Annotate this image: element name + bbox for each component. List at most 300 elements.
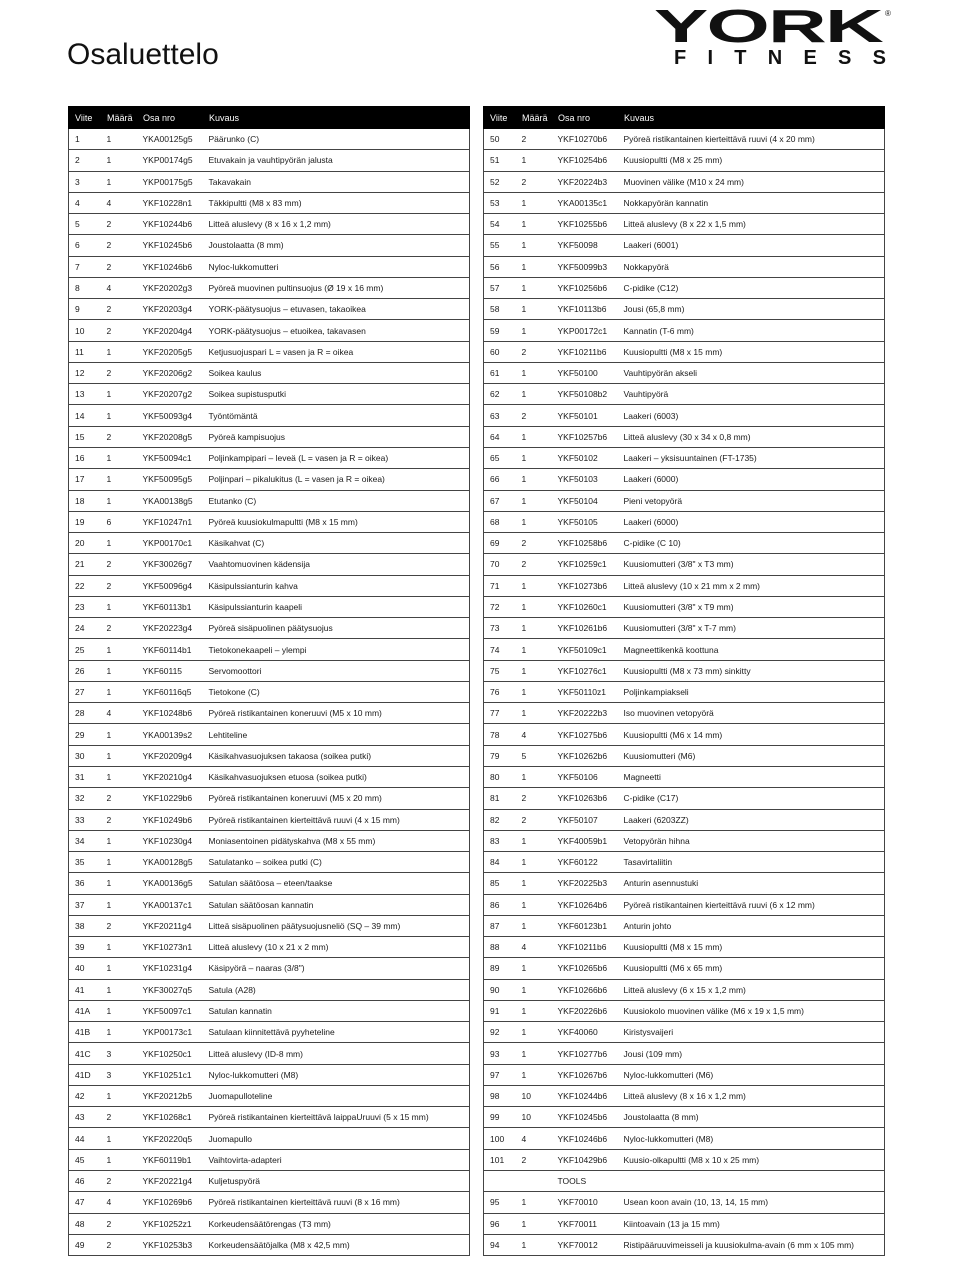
header-ref: Viite (484, 107, 516, 129)
cell-qty: 1 (516, 873, 552, 894)
cell-part-number: YKF60114b1 (137, 639, 203, 660)
cell-description: Litteä aluslevy (8 x 16 x 1,2 mm) (203, 214, 470, 235)
cell-part-number: YKF20208g5 (137, 426, 203, 447)
cell-part-number: YKF50102 (552, 447, 618, 468)
cell-ref: 34 (69, 830, 101, 851)
cell-part-number: YKF10266b6 (552, 979, 618, 1000)
cell-description: Usean koon avain (10, 13, 14, 15 mm) (618, 1192, 885, 1213)
cell-description: Pyöreä ristikantainen koneruuvi (M5 x 10 mm) (203, 703, 470, 724)
cell-part-number: YKF10276c1 (552, 660, 618, 681)
cell-qty: 1 (101, 937, 137, 958)
cell-ref: 19 (69, 511, 101, 532)
cell-part-number: YKF10261b6 (552, 618, 618, 639)
cell-qty: 1 (101, 724, 137, 745)
cell-part-number: YKF10257b6 (552, 426, 618, 447)
cell-description: Vetopyörän hihna (618, 830, 885, 851)
cell-part-number: YKP00172c1 (552, 320, 618, 341)
cell-ref: 74 (484, 639, 516, 660)
header-part-number: Osa nro (137, 107, 203, 129)
cell-qty: 1 (516, 1213, 552, 1234)
parts-table-left-body (69, 129, 470, 1256)
header-row (69, 107, 470, 129)
table-row (484, 1192, 885, 1213)
cell-part-number: YKF10244b6 (552, 1085, 618, 1106)
cell-qty: 1 (516, 490, 552, 511)
table-row (484, 703, 885, 724)
table-row (69, 1149, 470, 1170)
cell-qty: 1 (516, 235, 552, 256)
cell-ref: 44 (69, 1128, 101, 1149)
cell-ref: 8 (69, 277, 101, 298)
cell-part-number: YKF10229b6 (137, 788, 203, 809)
cell-part-number: YKF20204g4 (137, 320, 203, 341)
cell-ref: 6 (69, 235, 101, 256)
cell-ref: 57 (484, 277, 516, 298)
table-row (69, 830, 470, 851)
cell-part-number: YKF50096g4 (137, 575, 203, 596)
cell-part-number: YKA00128g5 (137, 852, 203, 873)
cell-part-number: YKF10231g4 (137, 958, 203, 979)
cell-part-number: YKF10250c1 (137, 1043, 203, 1064)
cell-description: Magneetti (618, 766, 885, 787)
cell-part-number: YKF60122 (552, 852, 618, 873)
cell-description: Nokkapyörän kannatin (618, 192, 885, 213)
table-row (484, 1043, 885, 1064)
cell-part-number: YKF10269b6 (137, 1192, 203, 1213)
cell-description: YORK-päätysuojus – etuoikea, takavasen (203, 320, 470, 341)
cell-description: Litteä aluslevy (10 x 21 mm x 2 mm) (618, 575, 885, 596)
cell-part-number: YKF10211b6 (552, 937, 618, 958)
cell-description: Vauhtipyörän akseli (618, 362, 885, 383)
cell-ref: 63 (484, 405, 516, 426)
cell-part-number: YKF20209g4 (137, 745, 203, 766)
cell-qty: 1 (516, 639, 552, 660)
cell-part-number: YKF10253b3 (137, 1234, 203, 1255)
table-row (69, 809, 470, 830)
cell-part-number: YKF10429b6 (552, 1149, 618, 1170)
cell-qty: 1 (101, 681, 137, 702)
cell-ref: 72 (484, 596, 516, 617)
cell-part-number: YKF60123b1 (552, 915, 618, 936)
cell-ref (484, 1171, 516, 1192)
table-row (484, 575, 885, 596)
table-row (484, 1085, 885, 1106)
table-row (484, 681, 885, 702)
cell-ref: 90 (484, 979, 516, 1000)
table-row (484, 554, 885, 575)
header-part-number: Osa nro (552, 107, 618, 129)
table-row (484, 724, 885, 745)
cell-qty: 1 (101, 1149, 137, 1170)
cell-part-number: YKF20223g4 (137, 618, 203, 639)
cell-qty: 1 (516, 618, 552, 639)
cell-qty: 1 (101, 469, 137, 490)
table-row (484, 745, 885, 766)
cell-description: Litteä aluslevy (30 x 34 x 0,8 mm) (618, 426, 885, 447)
cell-ref: 14 (69, 405, 101, 426)
parts-table-left (68, 106, 470, 1256)
cell-part-number: YKF10260c1 (552, 596, 618, 617)
cell-ref: 81 (484, 788, 516, 809)
cell-description: Pyöreä ristikantainen koneruuvi (M5 x 20 mm) (203, 788, 470, 809)
cell-qty: 2 (516, 1149, 552, 1170)
cell-qty: 1 (101, 171, 137, 192)
cell-qty: 1 (101, 129, 137, 150)
cell-ref: 76 (484, 681, 516, 702)
table-row (484, 1149, 885, 1170)
cell-description: Satulan kannatin (203, 1000, 470, 1021)
cell-ref: 59 (484, 320, 516, 341)
cell-ref: 39 (69, 937, 101, 958)
cell-qty: 1 (516, 277, 552, 298)
cell-description: Litteä aluslevy (8 x 22 x 1,5 mm) (618, 214, 885, 235)
cell-description: Ketjusuojuspari L = vasen ja R = oikea (203, 341, 470, 362)
cell-description: YORK-päätysuojus – etuvasen, takaoikea (203, 299, 470, 320)
cell-description: Kuusiopultti (M6 x 14 mm) (618, 724, 885, 745)
table-row (69, 405, 470, 426)
cell-ref: 85 (484, 873, 516, 894)
cell-ref: 37 (69, 894, 101, 915)
table-row (69, 256, 470, 277)
table-row (484, 979, 885, 1000)
cell-part-number: YKF50110z1 (552, 681, 618, 702)
cell-part-number: YKF20222b3 (552, 703, 618, 724)
cell-description: Muovinen välike (M10 x 24 mm) (618, 171, 885, 192)
cell-part-number: YKF50107 (552, 809, 618, 830)
cell-ref: 60 (484, 341, 516, 362)
cell-part-number: YKF20205g5 (137, 341, 203, 362)
cell-qty: 4 (101, 703, 137, 724)
cell-part-number: YKF60119b1 (137, 1149, 203, 1170)
cell-ref: 35 (69, 852, 101, 873)
table-row (69, 171, 470, 192)
cell-qty: 2 (101, 575, 137, 596)
cell-description: Nyloc-lukkomutteri (M8) (618, 1128, 885, 1149)
cell-qty: 1 (516, 299, 552, 320)
cell-part-number: YKF10228n1 (137, 192, 203, 213)
table-row (484, 320, 885, 341)
cell-qty: 1 (516, 320, 552, 341)
table-row (69, 1022, 470, 1043)
table-row (484, 1128, 885, 1149)
table-row (484, 256, 885, 277)
table-row (69, 384, 470, 405)
cell-part-number: YKF10270b6 (552, 129, 618, 150)
cell-ref: 47 (69, 1192, 101, 1213)
table-row (69, 1064, 470, 1085)
table-row (69, 533, 470, 554)
cell-ref: 53 (484, 192, 516, 213)
cell-ref: 65 (484, 447, 516, 468)
cell-ref: 41C (69, 1043, 101, 1064)
cell-ref: 62 (484, 384, 516, 405)
cell-description: Soikea supistusputki (203, 384, 470, 405)
cell-ref: 93 (484, 1043, 516, 1064)
cell-part-number: YKF10245b6 (137, 235, 203, 256)
cell-ref: 43 (69, 1107, 101, 1128)
cell-description: Nokkapyörä (618, 256, 885, 277)
cell-qty: 1 (101, 405, 137, 426)
table-row (69, 703, 470, 724)
cell-qty: 2 (101, 809, 137, 830)
cell-ref: 97 (484, 1064, 516, 1085)
cell-part-number: YKF70012 (552, 1234, 618, 1255)
cell-part-number: YKA00136g5 (137, 873, 203, 894)
table-row (69, 660, 470, 681)
cell-description: Käsipyörä – naaras (3/8") (203, 958, 470, 979)
cell-part-number: YKF20203g4 (137, 299, 203, 320)
logo-top-text: YORK (654, 4, 884, 52)
cell-part-number: YKF20220q5 (137, 1128, 203, 1149)
cell-description: Ristipääruuvimeisseli ja kuusiokulma-avain (6 mm x 105 mm) (618, 1234, 885, 1255)
cell-description: Laakeri – yksisuuntainen (FT-1735) (618, 447, 885, 468)
cell-ref: 101 (484, 1149, 516, 1170)
cell-ref: 58 (484, 299, 516, 320)
cell-part-number: YKF50108b2 (552, 384, 618, 405)
table-row (484, 788, 885, 809)
cell-part-number: YKF50109c1 (552, 639, 618, 660)
cell-ref: 41 (69, 979, 101, 1000)
table-row (69, 129, 470, 150)
cell-qty: 1 (516, 384, 552, 405)
parts-table-right-body (484, 129, 885, 1256)
cell-qty: 4 (516, 1128, 552, 1149)
cell-part-number: YKF20206g2 (137, 362, 203, 383)
cell-part-number: YKF60113b1 (137, 596, 203, 617)
table-row (484, 596, 885, 617)
cell-description: Joustolaatta (8 mm) (203, 235, 470, 256)
cell-part-number: YKF50104 (552, 490, 618, 511)
table-row (484, 958, 885, 979)
cell-ref: 50 (484, 129, 516, 150)
cell-qty: 2 (516, 788, 552, 809)
cell-ref: 61 (484, 362, 516, 383)
table-row (69, 639, 470, 660)
cell-description: Vaahtomuovinen kädensija (203, 554, 470, 575)
cell-description: Laakeri (6003) (618, 405, 885, 426)
cell-part-number: YKF10246b6 (552, 1128, 618, 1149)
cell-qty: 2 (516, 533, 552, 554)
cell-qty: 1 (516, 192, 552, 213)
cell-ref: 99 (484, 1107, 516, 1128)
cell-qty: 2 (516, 171, 552, 192)
cell-qty: 4 (516, 724, 552, 745)
cell-ref: 1 (69, 129, 101, 150)
cell-ref: 56 (484, 256, 516, 277)
cell-ref: 55 (484, 235, 516, 256)
cell-ref: 46 (69, 1171, 101, 1192)
cell-qty: 1 (516, 958, 552, 979)
table-row (484, 490, 885, 511)
cell-ref: 13 (69, 384, 101, 405)
cell-part-number: YKF50103 (552, 469, 618, 490)
table-row (69, 490, 470, 511)
table-row (484, 341, 885, 362)
cell-part-number: YKA00139s2 (137, 724, 203, 745)
cell-ref: 68 (484, 511, 516, 532)
cell-qty: 1 (101, 1128, 137, 1149)
cell-qty: 4 (516, 937, 552, 958)
cell-ref: 24 (69, 618, 101, 639)
cell-qty: 1 (516, 596, 552, 617)
cell-ref: 70 (484, 554, 516, 575)
table-row (69, 894, 470, 915)
cell-part-number: YKF40059b1 (552, 830, 618, 851)
cell-description: Tasavirtaliitin (618, 852, 885, 873)
cell-ref: 87 (484, 915, 516, 936)
table-row (484, 809, 885, 830)
cell-qty: 1 (101, 1085, 137, 1106)
table-row (484, 894, 885, 915)
cell-description: Etuvakain ja vauhtipyörän jalusta (203, 150, 470, 171)
cell-ref: 30 (69, 745, 101, 766)
table-row (69, 426, 470, 447)
cell-qty: 2 (101, 299, 137, 320)
cell-part-number: YKP00170c1 (137, 533, 203, 554)
cell-description: Lehtiteline (203, 724, 470, 745)
cell-ref: 54 (484, 214, 516, 235)
cell-part-number: YKF10244b6 (137, 214, 203, 235)
cell-ref: 40 (69, 958, 101, 979)
cell-ref: 82 (484, 809, 516, 830)
cell-part-number: YKF30026g7 (137, 554, 203, 575)
cell-ref: 25 (69, 639, 101, 660)
cell-ref: 94 (484, 1234, 516, 1255)
table-row (484, 299, 885, 320)
cell-description: Soikea kaulus (203, 362, 470, 383)
cell-part-number: YKP00174g5 (137, 150, 203, 171)
cell-ref: 15 (69, 426, 101, 447)
table-row (69, 214, 470, 235)
cell-qty: 2 (101, 1107, 137, 1128)
table-row (69, 341, 470, 362)
cell-part-number: YKF20211g4 (137, 915, 203, 936)
cell-description: C-pidike (C12) (618, 277, 885, 298)
table-row (484, 1171, 885, 1192)
cell-description: Iso muovinen vetopyörä (618, 703, 885, 724)
cell-part-number: YKF50101 (552, 405, 618, 426)
table-row (69, 511, 470, 532)
table-row (69, 596, 470, 617)
cell-part-number: YKF10273b6 (552, 575, 618, 596)
cell-part-number: YKP00175g5 (137, 171, 203, 192)
cell-description: Poljinpari – pikalukitus (L = vasen ja R = oikea) (203, 469, 470, 490)
cell-description: Pyöreä sisäpuolinen päätysuojus (203, 618, 470, 639)
parts-table-right (483, 106, 885, 1256)
cell-qty: 2 (101, 426, 137, 447)
table-row (69, 554, 470, 575)
cell-description: Nyloc-lukkomutteri (M6) (618, 1064, 885, 1085)
table-row (484, 1213, 885, 1234)
header-ref: Viite (69, 107, 101, 129)
cell-part-number: YKF50098 (552, 235, 618, 256)
cell-ref: 71 (484, 575, 516, 596)
cell-ref: 69 (484, 533, 516, 554)
cell-qty: 1 (101, 852, 137, 873)
cell-ref: 84 (484, 852, 516, 873)
table-row (484, 660, 885, 681)
cell-qty: 1 (101, 150, 137, 171)
table-row (69, 1213, 470, 1234)
cell-qty: 2 (101, 554, 137, 575)
table-row (69, 852, 470, 873)
cell-description: Kuusiomutteri (3/8" x T-7 mm) (618, 618, 885, 639)
cell-description: Pyöreä ristikantainen kierteittävä ruuvi (4 x 15 mm) (203, 809, 470, 830)
cell-ref: 28 (69, 703, 101, 724)
cell-qty: 1 (516, 447, 552, 468)
table-row (69, 873, 470, 894)
cell-ref: 17 (69, 469, 101, 490)
cell-description: Laakeri (6000) (618, 511, 885, 532)
table-row (69, 1085, 470, 1106)
table-row (484, 447, 885, 468)
cell-qty: 1 (101, 766, 137, 787)
cell-ref: 23 (69, 596, 101, 617)
cell-description: Kuusiokolo muovinen välike (M6 x 19 x 1,5 mm) (618, 1000, 885, 1021)
cell-description: Kuusiomutteri (3/8" x T9 mm) (618, 596, 885, 617)
cell-ref: 45 (69, 1149, 101, 1170)
cell-description: Kiristysvaijeri (618, 1022, 885, 1043)
logo-registered-mark: ® (885, 9, 891, 18)
cell-ref: 29 (69, 724, 101, 745)
cell-qty: 3 (101, 1043, 137, 1064)
cell-ref: 80 (484, 766, 516, 787)
cell-description: Nyloc-lukkomutteri (203, 256, 470, 277)
cell-part-number: YKF10248b6 (137, 703, 203, 724)
cell-description: Joustolaatta (8 mm) (618, 1107, 885, 1128)
table-row (69, 618, 470, 639)
cell-ref: 3 (69, 171, 101, 192)
table-row (484, 937, 885, 958)
table-row (69, 1234, 470, 1255)
table-row (69, 150, 470, 171)
cell-part-number: YKA00138g5 (137, 490, 203, 511)
cell-description: Satula (A28) (203, 979, 470, 1000)
cell-description: Satulan säätöosa – eteen/taakse (203, 873, 470, 894)
table-row (69, 681, 470, 702)
cell-ref: 18 (69, 490, 101, 511)
cell-part-number: YKF20226b6 (552, 1000, 618, 1021)
cell-part-number: YKF10258b6 (552, 533, 618, 554)
table-row (484, 766, 885, 787)
cell-ref: 77 (484, 703, 516, 724)
table-row (484, 362, 885, 383)
cell-description: Kuusiomutteri (3/8" x T3 mm) (618, 554, 885, 575)
cell-part-number: YKF20202g3 (137, 277, 203, 298)
table-row (484, 1064, 885, 1085)
cell-part-number: YKF70011 (552, 1213, 618, 1234)
cell-description: Laakeri (6203ZZ) (618, 809, 885, 830)
cell-part-number: YKA00137c1 (137, 894, 203, 915)
table-row (69, 575, 470, 596)
cell-description: Pyöreä kampisuojus (203, 426, 470, 447)
cell-part-number: YKF10230g4 (137, 830, 203, 851)
cell-part-number: YKF40060 (552, 1022, 618, 1043)
cell-ref: 31 (69, 766, 101, 787)
cell-description: Satulatanko – soikea putki (C) (203, 852, 470, 873)
cell-ref: 12 (69, 362, 101, 383)
cell-qty: 2 (101, 235, 137, 256)
york-fitness-logo (652, 4, 894, 66)
cell-qty: 1 (516, 362, 552, 383)
cell-ref: 27 (69, 681, 101, 702)
cell-ref: 11 (69, 341, 101, 362)
cell-description: Kuusiopultti (M8 x 15 mm) (618, 341, 885, 362)
cell-qty: 4 (101, 277, 137, 298)
cell-qty: 1 (516, 894, 552, 915)
cell-qty: 1 (516, 703, 552, 724)
table-row (484, 511, 885, 532)
